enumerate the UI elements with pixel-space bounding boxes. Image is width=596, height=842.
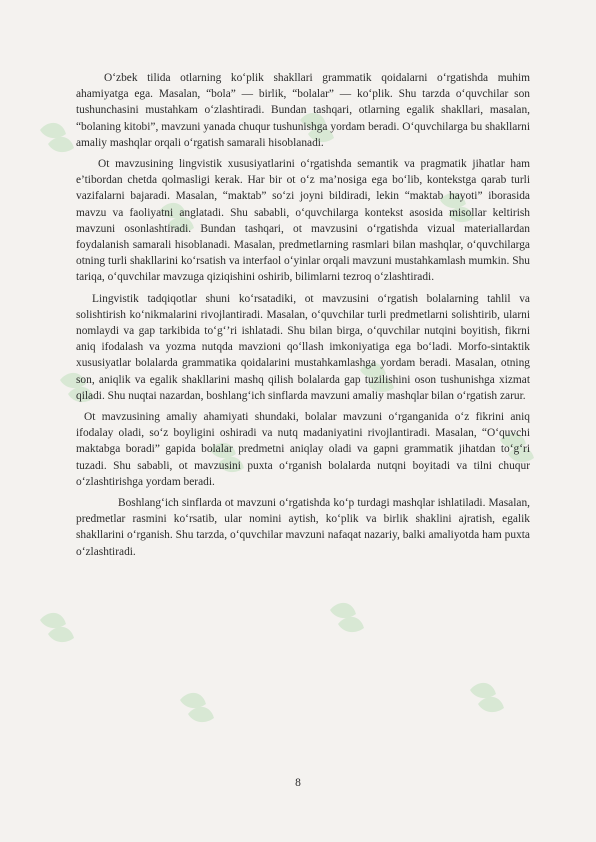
paragraph-3: Lingvistik tadqiqotlar shuni ko‘rsatadiki, ot mavzusini o‘rgatish bolalarning tahlil va solishtirish ko‘nikmalarini rivojlantiradi. Masalan, o‘quvchilar turli predmetlarni solishtirib, ularni nomlaydi va gap tarkibida to‘g‘’ri ishlatadi. Shu bilan birga, o‘quvchilar nutqini boyitish, fikrni aniq ifodalash va yozma nutqda mavzioni qo‘llash imkoniyatiga ega bo‘ladi. Morfo-sintaktik xususiyatlar bolalarda grammatika qoidalarini mustahkamlashga yordam beradi. Masalan, otning son, aniqlik va egalik shakllarini mashq qilish bolalarda gap tuzilishini oson tushunishga xizmat qiladi. Shu nuqtai nazardan, boshlang‘ich sinflarda mavzuni amaliy mashqlar bilan o‘rgatish zarur. xyxy=(76,292,530,402)
body-text xyxy=(76,70,530,560)
page-number: 8 xyxy=(295,777,301,789)
paragraph-2: Ot mavzusining lingvistik xususiyatlarini o‘rgatishda semantik va pragmatik jihatlar ham e’tibordan chetda qolmasligi kerak. Har bir ot o‘z ma’nosiga ega bo‘lib, kontekstga qarab turli vazifalarni bajaradi. Masalan, “maktab” so‘zi joyni bildiradi, lekin “maktab hayoti” iborasida mavzu va faoliyatni anglatadi. Shu sababli, o‘quvchilarga kontekst asosida misollar keltirish mavzuni osonlashtiradi. Bundan tashqari, ot mavzusini o‘rgatishda vizual materiallardan foydalanish samarali hisoblanadi. Masalan, predmetlarning rasmlari bilan mashqlar, o‘quvchilarga otning turli shakllarini ko‘rsatish va interfaol o‘yinlar orqali mavzuni mustahkamlash mumkin. Shu tariqa, o‘quvchilar mavzuga qiziqishini oshirib, bilimlarni tezroq o‘zlashtiradi. xyxy=(76,158,530,284)
paragraph-4: Ot mavzusining amaliy ahamiyati shundaki, bolalar mavzuni o‘rganganida o‘z fikrini aniq ifodalay oladi, so‘z boyligini oshiradi va nutq madaniyatini rivojlantiradi. Masalan, “O‘quvchi maktabga boradi” gapida bolalar predmetni aniqlay oladi va gapni grammatik jihatdan to‘g‘ri tuzadi. Shu sababli, ot mavzusini puxta o‘rganish bolalarda nutqni boyitadi va tilni chuqur o‘zlashtirishga yordam beradi. xyxy=(76,411,530,488)
paragraph-5: Boshlang‘ich sinflarda ot mavzuni o‘rgatishda ko‘p turdagi mashqlar ishlatiladi. Masalan, predmetlar rasmini ko‘rsatib, ular nomini aytish, ko‘plik va birlik shaklini ajratish, egalik shakllarini o‘rganish. Shu tarzda, o‘quvchilar mavzuni nafaqat nazariy, balki amaliyotda ham puxta o‘zlashtiradi. xyxy=(76,497,530,558)
paragraph-1: O‘zbek tilida otlarning ko‘plik shakllari grammatik qoidalarni o‘rgatishda muhim ahamiyatga ega. Masalan, “bola” — birlik, “bolalar” — ko‘plik. Shu tarzda o‘quvchilar son tushunchasini mustahkam o‘zlashtiradi. Bundan tashqari, otlarning egalik shakllari, masalan, “bolaning kitobi”, mavzuni yanada chuqur tushunishga yordam beradi. O‘quvchilarga bu shakllarni amaliy mashqlar orqali o‘rgatish samarali hisoblanadi. xyxy=(76,72,530,149)
